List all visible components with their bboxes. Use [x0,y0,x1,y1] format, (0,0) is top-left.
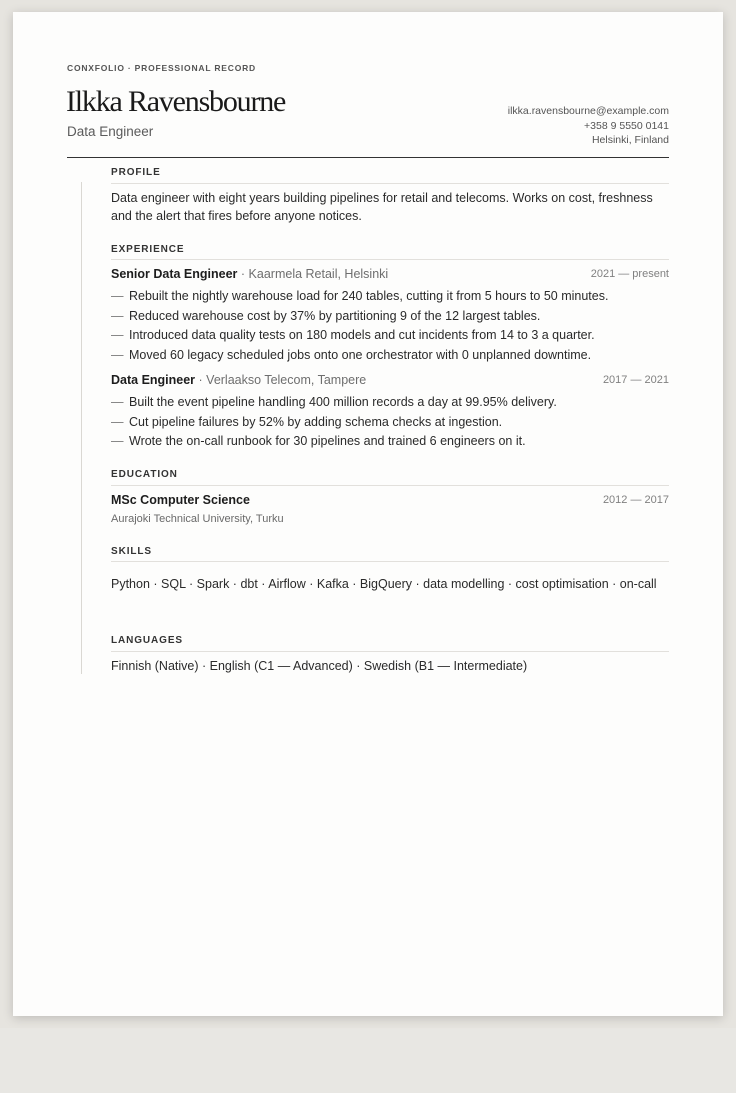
left-margin-rule [81,182,82,674]
bullet-dash-icon: — [111,348,124,362]
section-title-education: EDUCATION [111,469,178,480]
background-strip [0,1028,736,1093]
job-header [111,267,669,281]
job-bullet: — Introduced data quality tests on 180 models and cut incidents from 14 to 3 a quarter. [111,328,595,342]
education-dates: 2012 — 2017 [602,494,669,506]
resume-page [13,12,723,1016]
section-divider [111,561,669,562]
job-bullet: — Built the event pipeline handling 400 million records a day at 99.95% delivery. [111,395,557,409]
job-bullet: — Reduced warehouse cost by 37% by partitioning 9 of the 12 largest tables. [111,309,541,323]
document-kicker: CONXFOLIO · PROFESSIONAL RECORD [67,63,256,73]
section-title-experience: EXPERIENCE [111,244,185,255]
section-divider [111,259,669,260]
section-title-languages: LANGUAGES [111,635,183,646]
job-dates: 2021 — present [590,268,669,280]
bullet-dash-icon: — [111,328,124,342]
contact-email[interactable]: ilkka.ravensbourne@example.com [507,105,669,117]
bullet-dash-icon: — [111,434,124,448]
job-dates: 2017 — 2021 [602,374,669,386]
section-divider [111,651,669,652]
skills-list: Python · SQL · Spark · dbt · Airflow · Kafka · BigQuery · data modelling · cost optimisation · on-call [111,577,657,591]
contact-block [508,104,669,148]
section-title-skills: SKILLS [111,546,152,557]
contact-phone[interactable]: +358 9 5550 0141 [584,119,669,132]
section-title-profile: PROFILE [111,167,161,178]
bullet-dash-icon: — [111,395,124,409]
job-title: Data Engineer [111,373,196,387]
job-bullet: — Cut pipeline failures by 52% by adding schema checks at ingestion. [111,415,503,429]
education-school: Aurajoki Technical University, Turku [111,513,284,525]
job-title: Senior Data Engineer [111,267,238,281]
bullet-dash-icon: — [111,289,124,303]
contact-location: Helsinki, Finland [591,134,669,146]
education-degree: MSc Computer Science [111,493,250,507]
job-bullet: — Wrote the on-call runbook for 30 pipelines and trained 6 engineers on it. [111,434,526,448]
section-divider [111,183,669,184]
education-header [111,493,669,507]
job-bullet: — Moved 60 legacy scheduled jobs onto one orchestrator with 0 unplanned downtime. [111,348,592,362]
bullet-dash-icon: — [111,415,124,429]
candidate-name: Ilkka Ravensbourne [66,85,286,118]
job-organization: · Verlaakso Telecom, Tampere [195,373,367,387]
languages-list: Finnish (Native) · English (C1 — Advanced) · Swedish (B1 — Intermediate) [111,659,528,673]
bullet-dash-icon: — [111,309,124,323]
header-divider [67,157,669,158]
section-divider [111,485,669,486]
job-bullet: — Rebuilt the nightly warehouse load for 240 tables, cutting it from 5 hours to 50 minutes. [111,289,609,303]
profile-summary: Data engineer with eight years building pipelines for retail and telecoms. Works on cost, freshness and the alert that fires before anyone notices. [111,191,653,223]
job-organization: · Kaarmela Retail, Helsinki [237,267,389,281]
candidate-role: Data Engineer [67,124,154,139]
job-header [111,373,669,387]
